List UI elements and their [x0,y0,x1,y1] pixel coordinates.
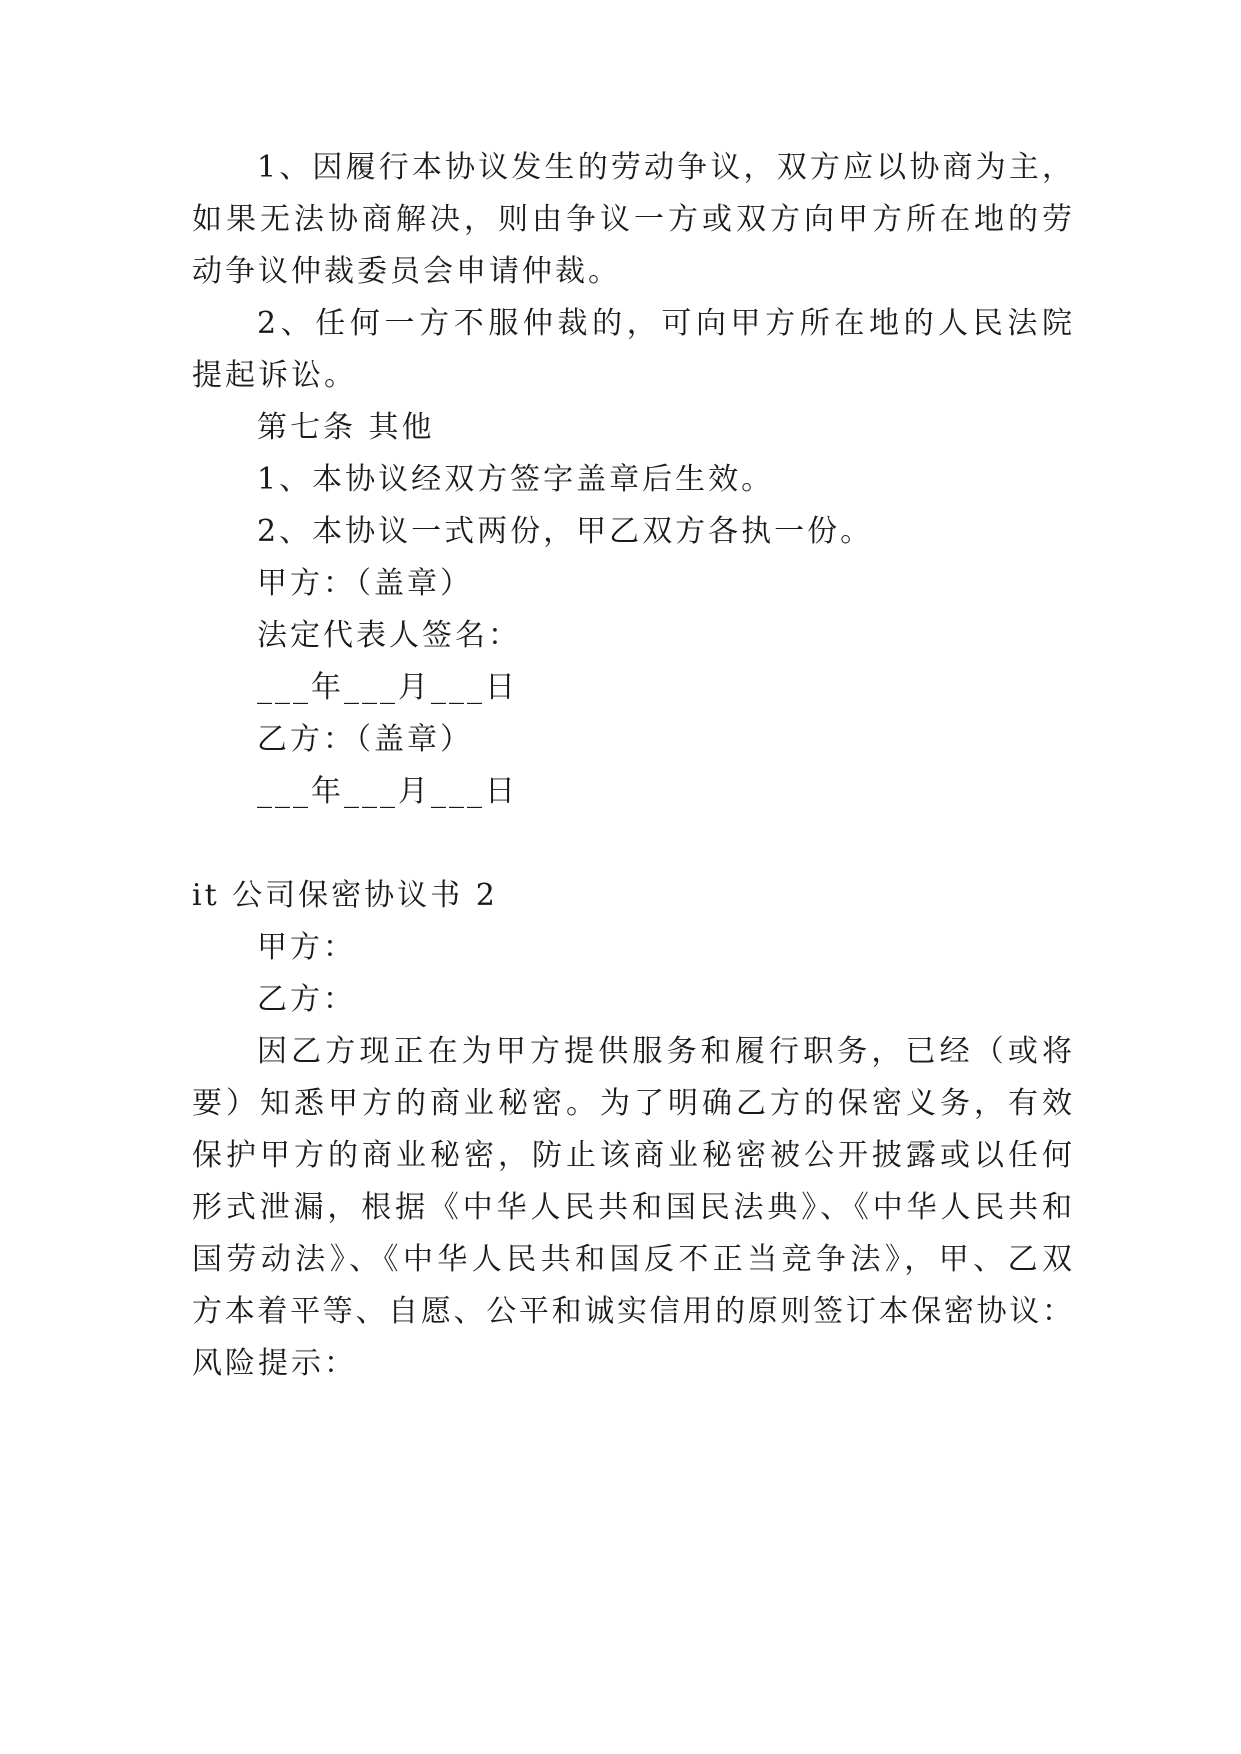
paragraph-line: 国劳动法》、《中华人民共和国反不正当竞争法》，甲、乙双 [192,1242,1072,1277]
paragraph-line: 动争议仲裁委员会申请仲裁。 [192,254,621,289]
party-a-label: 甲方： [257,930,356,965]
paragraph-line: 要）知悉甲方的商业秘密。为了明确乙方的保密义务，有效 [192,1086,1072,1121]
paragraph-line: 保护甲方的商业秘密，防止该商业秘密被公开披露或以任何 [192,1138,1072,1173]
article-item: 2、本协议一式两份，甲乙双方各执一份。 [257,514,874,549]
article-item: 1、本协议经双方签字盖章后生效。 [257,462,775,497]
paragraph-line: 提起诉讼。 [192,358,357,393]
article-title: 第七条 其他 [257,410,435,445]
date-line-a: ___年___月___日 [257,670,518,705]
paragraph-line: 2、任何一方不服仲裁的，可向甲方所在地的人民法院 [257,306,1072,341]
party-b-label: 乙方： [257,982,356,1017]
section-heading: it 公司保密协议书 2 [192,878,498,913]
party-b-seal: 乙方：（盖章） [257,722,473,757]
paragraph-line: 形式泄漏，根据《中华人民共和国民法典》、《中华人民共和 [192,1190,1072,1225]
paragraph-line: 如果无法协商解决，则由争议一方或双方向甲方所在地的劳 [192,202,1072,237]
paragraph-line: 1、因履行本协议发生的劳动争议，双方应以协商为主， [257,150,1072,185]
paragraph-line: 方本着平等、自愿、公平和诚实信用的原则签订本保密协议： [192,1294,1072,1329]
party-a-seal: 甲方：（盖章） [257,566,473,601]
paragraph-line: 因乙方现正在为甲方提供服务和履行职务，已经（或将 [257,1034,1072,1069]
risk-notice: 风险提示： [192,1346,357,1381]
legal-rep-signature: 法定代表人签名： [257,618,521,653]
date-line-b: ___年___月___日 [257,774,518,809]
